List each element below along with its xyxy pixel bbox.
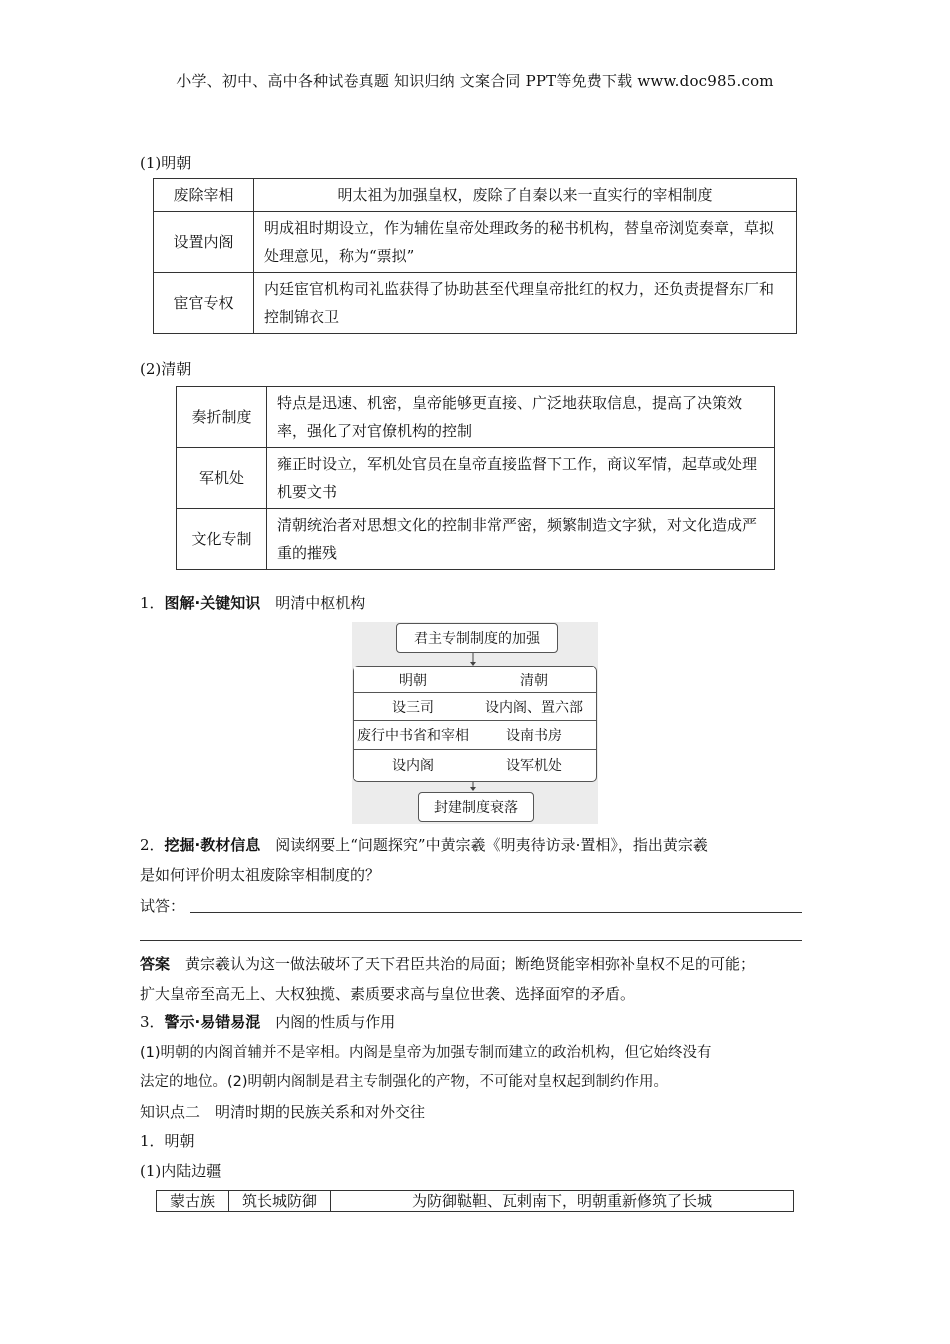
answer-prompt: 试答： bbox=[140, 897, 186, 915]
section-sub: (1)内陆边疆 bbox=[140, 1162, 222, 1180]
diagram-left-item: 设三司 bbox=[354, 693, 472, 720]
table-cell-term: 军机处 bbox=[177, 448, 267, 509]
section-sub: 1．明朝 bbox=[140, 1132, 195, 1150]
item-text: 阅读纲要上“问题探究”中黄宗羲《明夷待访录·置相》，指出黄宗羲 bbox=[275, 836, 708, 854]
diagram-bottom-box: 封建制度衰落 bbox=[418, 792, 534, 822]
item3-paragraph: (1)明朝的内阁首辅并不是宰相。内阁是皇帝为加强专制而建立的政治机构，但它始终没有 bbox=[140, 1045, 712, 1061]
diagram-top-box: 君主专制制度的加强 bbox=[396, 623, 558, 653]
table-row bbox=[154, 179, 797, 212]
table-row bbox=[154, 273, 797, 334]
table-cell: 筑长城防御 bbox=[229, 1191, 331, 1212]
item1-heading bbox=[140, 592, 365, 613]
table-cell-desc: 雍正时设立，军机处官员在皇帝直接监督下工作，商议军情，起草或处理机要文书 bbox=[267, 448, 775, 509]
item3-paragraph: 法定的地位。(2)明朝内阁制是君主专制强化的产物，不可能对皇权起到制约作用。 bbox=[140, 1074, 669, 1090]
table-cell-term: 宦官专权 bbox=[154, 273, 254, 334]
table-row bbox=[177, 387, 775, 448]
section-title: 知识点二 明清时期的民族关系和对外交往 bbox=[140, 1103, 426, 1121]
table-cell-desc: 清朝统治者对思想文化的控制非常严密，频繁制造文字狱，对文化造成严重的摧残 bbox=[267, 509, 775, 570]
answer-text: 黄宗羲认为这一做法破坏了天下君臣共治的局面；断绝贤能宰相弥补皇权不足的可能； bbox=[185, 955, 756, 973]
item2-question-cont: 是如何评价明太祖废除宰相制度的？ bbox=[140, 866, 381, 884]
answer-block bbox=[140, 949, 840, 979]
answer-line[interactable] bbox=[140, 940, 802, 941]
item-bold-label: 警示·易错易混 bbox=[164, 1013, 261, 1031]
page-header: 小学、初中、高中各种试卷真题 知识归纳 文案合同 PPT等免费下载 www.doc985.com bbox=[176, 72, 774, 90]
diagram-left-item: 设内阁 bbox=[354, 750, 472, 779]
table-cell: 蒙古族 bbox=[157, 1191, 229, 1212]
item-bold-label: 图解·关键知识 bbox=[164, 594, 261, 612]
table-cell-desc: 特点是迅速、机密，皇帝能够更直接、广泛地获取信息，提高了决策效率，强化了对官僚机构的控制 bbox=[267, 387, 775, 448]
ming-table bbox=[153, 178, 797, 334]
item-number: 3． bbox=[140, 1013, 165, 1031]
table-cell-term: 奏折制度 bbox=[177, 387, 267, 448]
table-cell-term: 废除宰相 bbox=[154, 179, 254, 212]
qing-label: (2)清朝 bbox=[140, 360, 192, 378]
table-cell: 为防御鞑靼、瓦剌南下，明朝重新修筑了长城 bbox=[331, 1191, 794, 1212]
item-text: 明清中枢机构 bbox=[275, 594, 366, 612]
table-cell-desc: 明太祖为加强皇权，废除了自秦以来一直实行的宰相制度 bbox=[254, 179, 797, 212]
table-cell-desc: 内廷宦官机构司礼监获得了协助甚至代理皇帝批红的权力，还负责提督东厂和控制锦衣卫 bbox=[254, 273, 797, 334]
table-row bbox=[177, 448, 775, 509]
item-number: 1． bbox=[140, 594, 165, 612]
table-row bbox=[177, 509, 775, 570]
diagram-left-item: 废行中书省和宰相 bbox=[354, 721, 472, 749]
answer-line[interactable] bbox=[190, 912, 802, 913]
item-bold-label: 挖掘·教材信息 bbox=[164, 836, 261, 854]
item3-heading bbox=[140, 1007, 395, 1037]
answer-text-cont: 扩大皇帝至高无上、大权独揽、素质要求高与皇位世袭、选择面窄的矛盾。 bbox=[140, 985, 636, 1003]
table-cell-term: 文化专制 bbox=[177, 509, 267, 570]
table-cell-term: 设置内阁 bbox=[154, 212, 254, 273]
table-row bbox=[154, 212, 797, 273]
ming-label: (1)明朝 bbox=[140, 154, 192, 172]
answer-label: 答案 bbox=[140, 955, 171, 973]
border-table bbox=[156, 1190, 794, 1212]
table-cell-desc: 明成祖时期设立，作为辅佐皇帝处理政务的秘书机构，替皇帝浏览奏章，草拟处理意见，称为“票拟” bbox=[254, 212, 797, 273]
item2-question bbox=[140, 830, 820, 860]
table-row bbox=[157, 1191, 794, 1212]
structure-diagram bbox=[352, 622, 598, 824]
diagram-right-item: 设南书房 bbox=[474, 721, 594, 749]
diagram-right-item: 设内阁、置六部 bbox=[474, 693, 594, 720]
item-text: 内阁的性质与作用 bbox=[275, 1013, 396, 1031]
diagram-right-item: 设军机处 bbox=[474, 750, 594, 779]
diagram-left-header: 明朝 bbox=[354, 667, 472, 692]
diagram-right-header: 清朝 bbox=[474, 667, 594, 692]
qing-table bbox=[176, 386, 775, 570]
item-number: 2． bbox=[140, 836, 165, 854]
